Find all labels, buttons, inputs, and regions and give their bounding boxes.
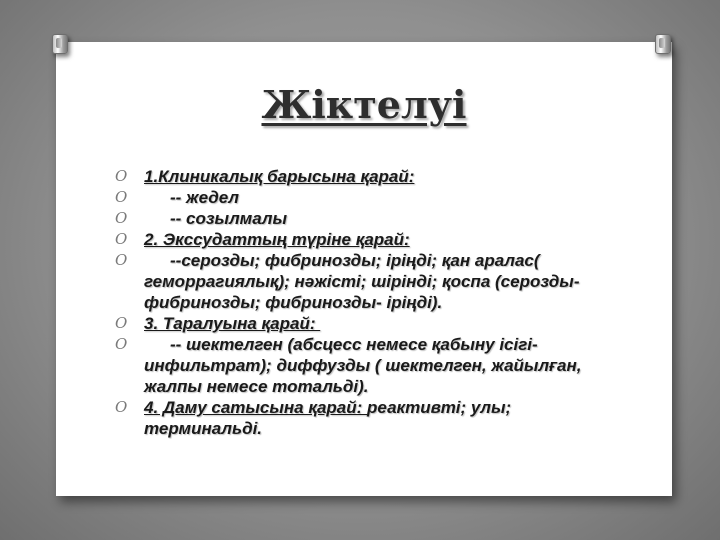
list-item-stage [115,397,595,439]
bullet-icon: O [115,188,128,206]
bullet-icon: O [115,335,128,353]
bullet-icon: O [115,398,128,416]
item-text: -- созылмалы [170,209,287,228]
item-heading: 4. Даму сатысына қарай: [144,398,368,417]
pin-right-icon [655,34,671,54]
pin-left-icon [52,34,68,54]
list-item-exudate-type [115,229,595,250]
list-item-spread-kinds [115,334,595,397]
item-heading: 3. Таралуына қарай: [144,314,321,333]
list-item-chronic [115,208,595,229]
bullet-icon: O [115,314,128,332]
list-item-clinical-course [115,166,595,187]
item-text: -- жедел [170,188,239,207]
list-item-acute [115,187,595,208]
list-item-spread [115,313,595,334]
item-text: --серозды; фибринозды; іріңді; қан аралас( геморрагиялық); нәжісті; шірінді; қоспа (серозды- фибринозды; фибринозды- іріңді). [144,251,580,312]
item-text: реактивті; улы; терминальді. [144,398,512,438]
classification-list [115,166,595,439]
bullet-icon: O [115,230,128,248]
bullet-icon: O [115,209,128,227]
bullet-icon: O [115,167,128,185]
bullet-icon: O [115,251,128,269]
slide-title: Жіктелуі [261,82,467,127]
item-text: -- шектелген (абсцесс немесе қабыну ісігі-инфильтрат); диффузды ( шектелген, жайылған, жалпы немесе тотальді). [144,335,582,396]
list-item-exudate-kinds [115,250,595,313]
item-heading: 1.Клиникалық барысына қарай: [144,167,415,186]
item-heading: 2. Экссудаттың түріне қарай: [144,230,410,249]
